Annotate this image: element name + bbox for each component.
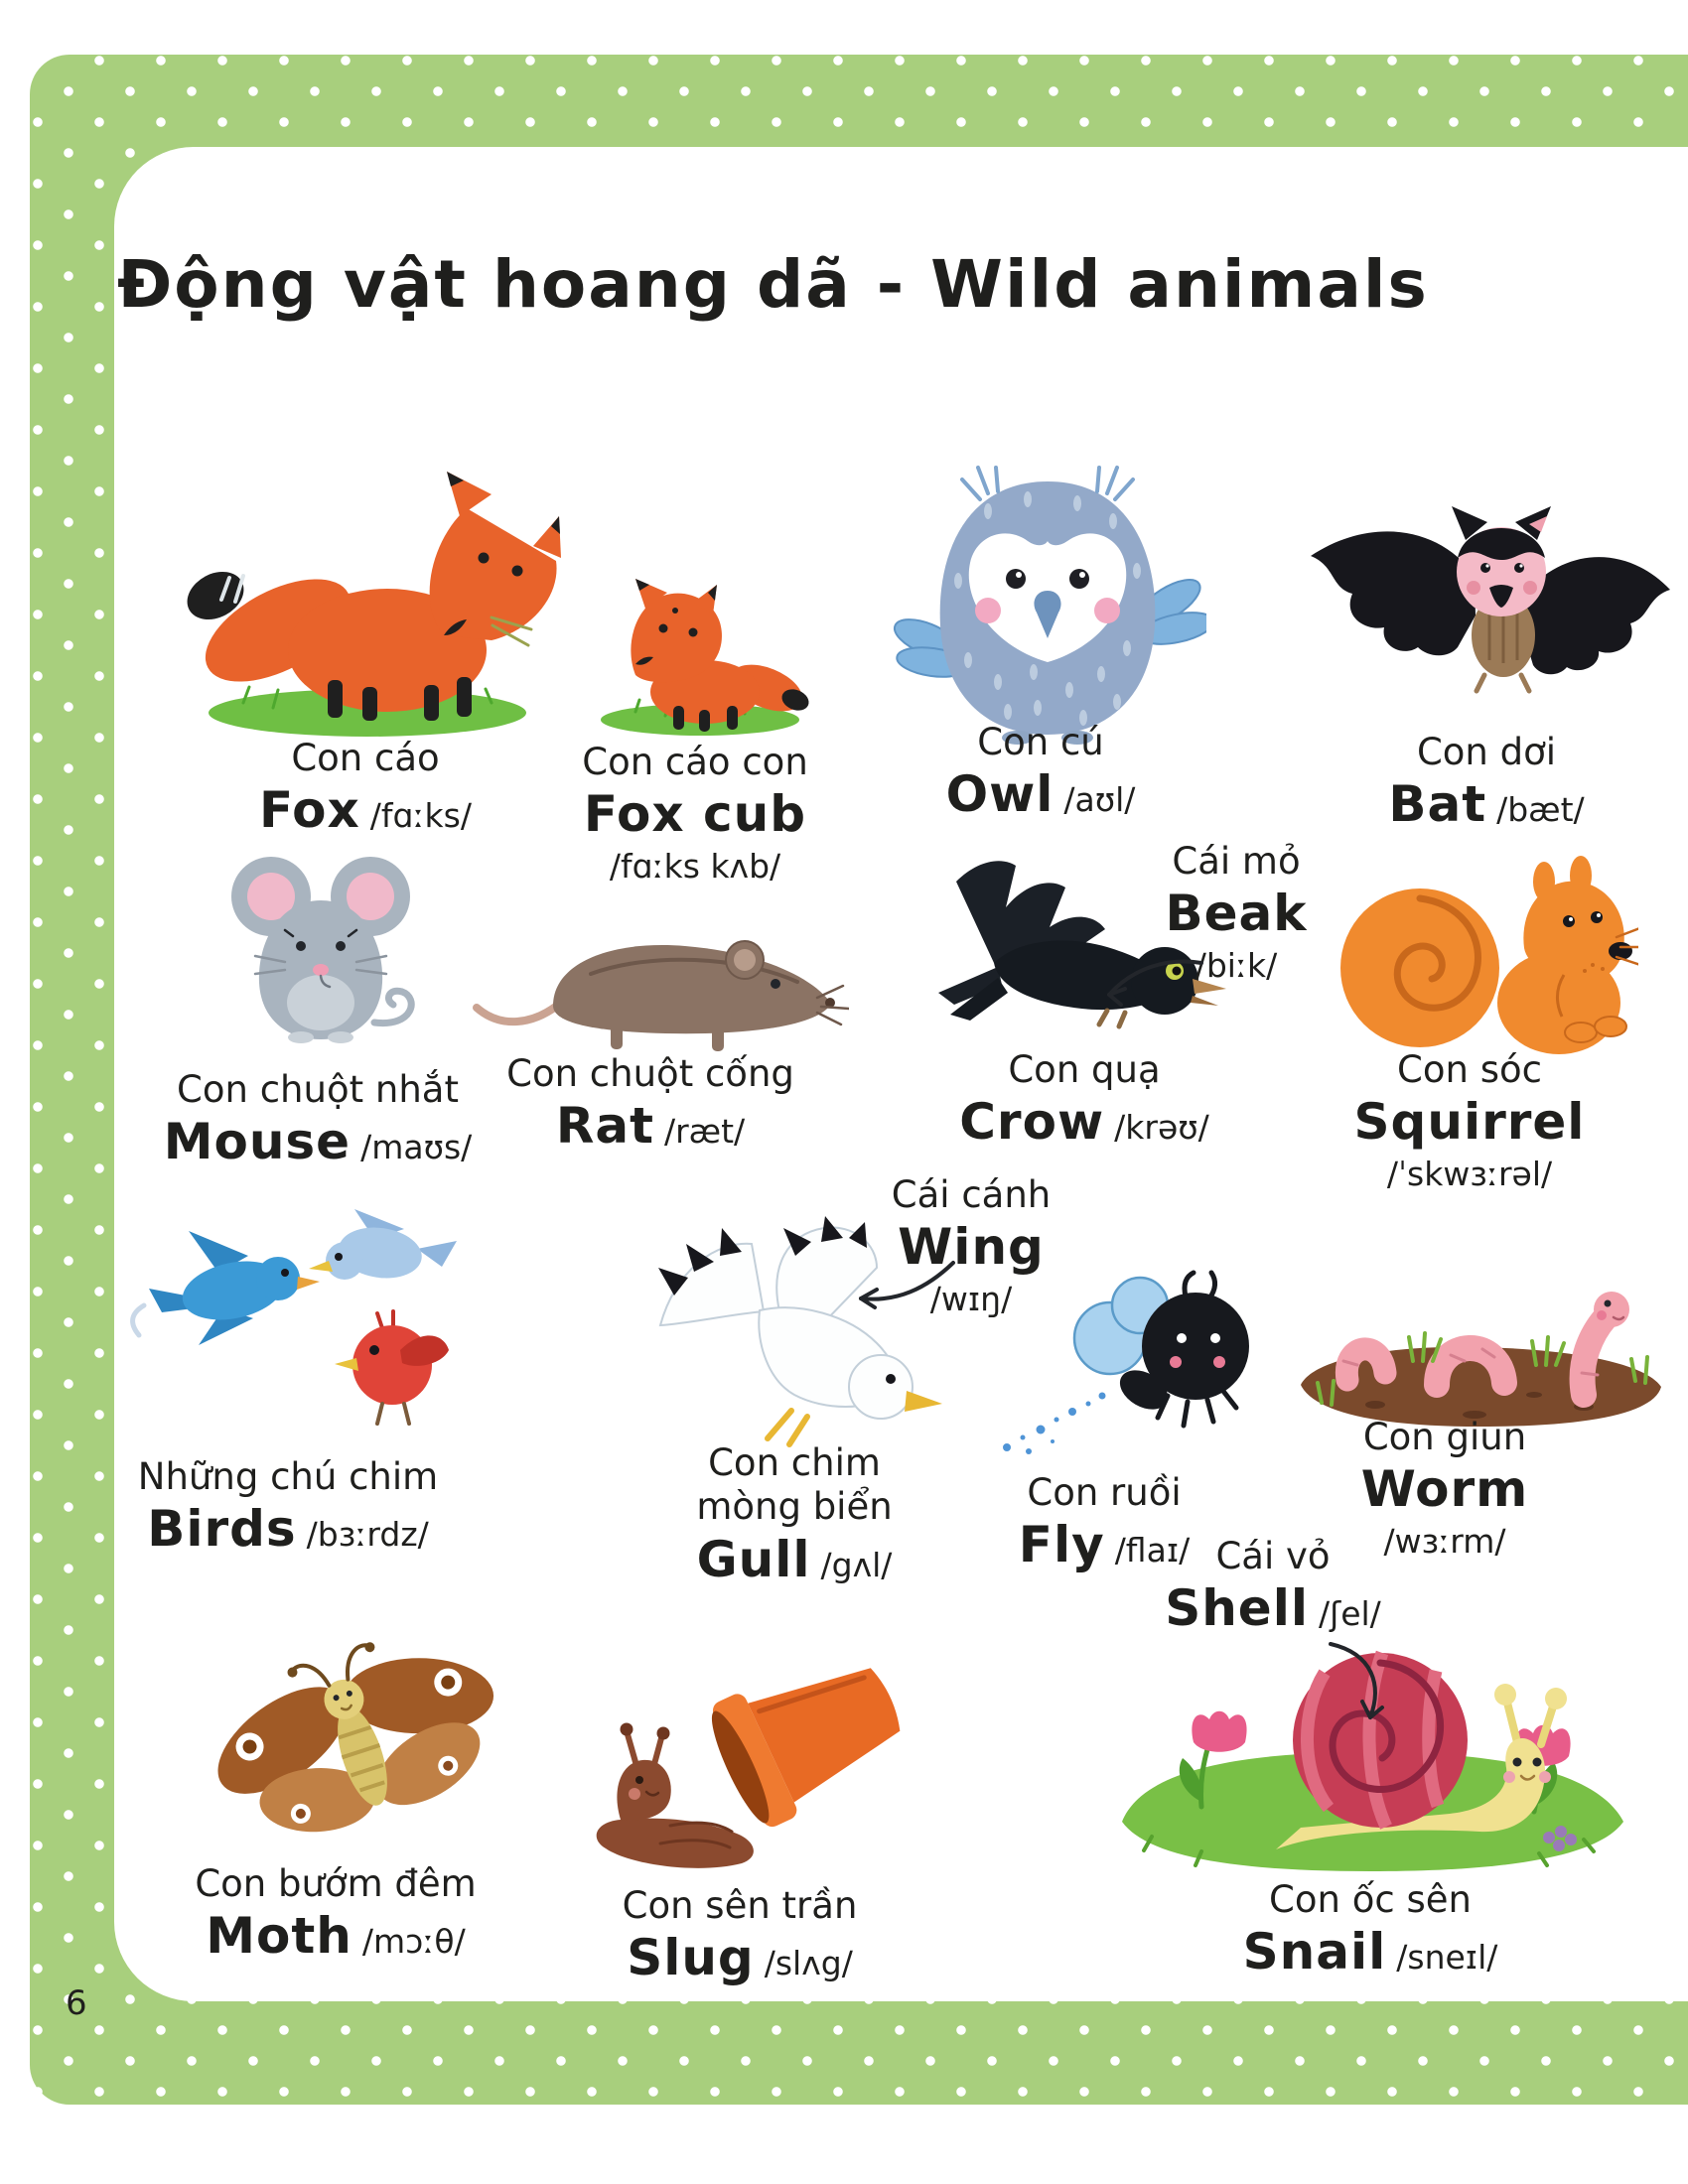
- fly-vietnamese: Con ruồi: [1027, 1471, 1182, 1514]
- mouse-illustration: [213, 849, 427, 1047]
- mouse-vietnamese: Con chuột nhắt: [177, 1068, 459, 1111]
- fox-phonetic: /fɑːks/: [369, 796, 472, 836]
- wing-vietnamese: Cái cánh: [891, 1173, 1052, 1216]
- wing-english: Wing: [898, 1218, 1045, 1277]
- fox-cub-vietnamese: Con cáo con: [582, 741, 808, 783]
- fox-cub-illustration: [576, 561, 824, 740]
- fly-phonetic: /flaɪ/: [1114, 1531, 1191, 1570]
- beak-vietnamese: Cái mỏ: [1172, 840, 1301, 883]
- owl-label: [946, 721, 1136, 824]
- slug-label: [623, 1884, 858, 1987]
- shell-vietnamese: Cái vỏ: [1215, 1535, 1331, 1577]
- worm-english: Worm: [1360, 1460, 1529, 1519]
- birds-illustration: [114, 1201, 482, 1449]
- rat-vietnamese: Con chuột cống: [506, 1052, 794, 1095]
- beak-arrow-icon: [1097, 955, 1206, 1015]
- gull-label: [695, 1441, 894, 1588]
- owl-illustration: [889, 452, 1206, 750]
- gull-phonetic: /gʌl/: [820, 1545, 893, 1584]
- worm-phonetic: /wɜːrm/: [1383, 1521, 1506, 1561]
- bat-vietnamese: Con dơi: [1416, 731, 1557, 773]
- wing-arrow-icon: [849, 1253, 958, 1312]
- moth-label: [195, 1862, 476, 1966]
- snail-vietnamese: Con ốc sên: [1269, 1878, 1472, 1921]
- moth-phonetic: /mɔːθ/: [361, 1922, 466, 1962]
- mouse-phonetic: /maʊs/: [360, 1128, 473, 1167]
- bat-label: [1388, 731, 1584, 834]
- shell-english: Shell: [1165, 1579, 1309, 1638]
- worm-illustration: [1286, 1266, 1673, 1434]
- crow-label: [959, 1048, 1209, 1152]
- squirrel-english: Squirrel: [1353, 1093, 1586, 1152]
- moth-vietnamese: Con bướm đêm: [195, 1862, 477, 1905]
- page-title: Động vật hoang dã - Wild animals: [117, 246, 1429, 323]
- squirrel-vietnamese: Con sóc: [1397, 1048, 1542, 1091]
- rat-label: [506, 1052, 794, 1156]
- gull-english: Gull: [696, 1530, 811, 1588]
- worm-label: [1361, 1416, 1528, 1564]
- snail-phonetic: /sneɪl/: [1396, 1938, 1498, 1978]
- birds-label: [138, 1455, 438, 1559]
- fox-english: Fox: [259, 781, 360, 840]
- bat-illustration: [1281, 496, 1688, 705]
- snail-english: Snail: [1242, 1923, 1387, 1981]
- fox-cub-phonetic: /fɑːks kʌb/: [609, 846, 781, 886]
- crow-phonetic: /krəʊ/: [1114, 1108, 1209, 1148]
- squirrel-label: [1354, 1048, 1586, 1196]
- gull-vietnamese: Con chim mòng biển: [696, 1441, 893, 1529]
- shell-phonetic: /ʃel/: [1319, 1594, 1381, 1634]
- fox-cub-label: [582, 741, 808, 888]
- shell-annotation: [1165, 1535, 1381, 1638]
- birds-phonetic: /bɜːrdz/: [306, 1515, 429, 1555]
- shell-arrow-icon: [1319, 1636, 1408, 1730]
- moth-english: Moth: [206, 1907, 352, 1966]
- owl-vietnamese: Con cú: [977, 721, 1104, 763]
- wing-phonetic: /wɪŋ/: [929, 1279, 1013, 1318]
- mouse-label: [164, 1068, 473, 1171]
- worm-vietnamese: Con giun: [1362, 1416, 1527, 1458]
- birds-english: Birds: [147, 1500, 297, 1559]
- crow-vietnamese: Con quạ: [1008, 1048, 1161, 1091]
- slug-vietnamese: Con sên trần: [622, 1884, 858, 1927]
- bat-english: Bat: [1388, 775, 1487, 834]
- moth-illustration: [134, 1618, 521, 1861]
- squirrel-illustration: [1321, 854, 1638, 1057]
- rat-english: Rat: [555, 1097, 654, 1156]
- page-number: 6: [66, 1983, 87, 2023]
- beak-english: Beak: [1165, 885, 1308, 943]
- bat-phonetic: /bæt/: [1496, 790, 1585, 830]
- squirrel-phonetic: /ˈskwɜːrəl/: [1386, 1154, 1553, 1193]
- slug-and-pot-illustration: [551, 1613, 948, 1881]
- mouse-english: Mouse: [163, 1113, 352, 1171]
- snail-label: [1243, 1878, 1498, 1981]
- fox-vietnamese: Con cáo: [291, 737, 440, 779]
- slug-english: Slug: [627, 1929, 755, 1987]
- rat-illustration: [462, 908, 849, 1062]
- slug-phonetic: /slʌg/: [764, 1944, 853, 1983]
- fox-cub-english: Fox cub: [583, 785, 807, 844]
- owl-english: Owl: [945, 765, 1055, 824]
- fox-label: [259, 737, 472, 840]
- owl-phonetic: /aʊl/: [1063, 780, 1136, 820]
- birds-vietnamese: Những chú chim: [137, 1455, 439, 1498]
- fox-illustration: [164, 447, 571, 745]
- crow-english: Crow: [959, 1093, 1105, 1152]
- rat-phonetic: /ræt/: [664, 1112, 746, 1152]
- beak-phonetic: /biːk/: [1195, 945, 1278, 985]
- fly-english: Fly: [1018, 1516, 1105, 1574]
